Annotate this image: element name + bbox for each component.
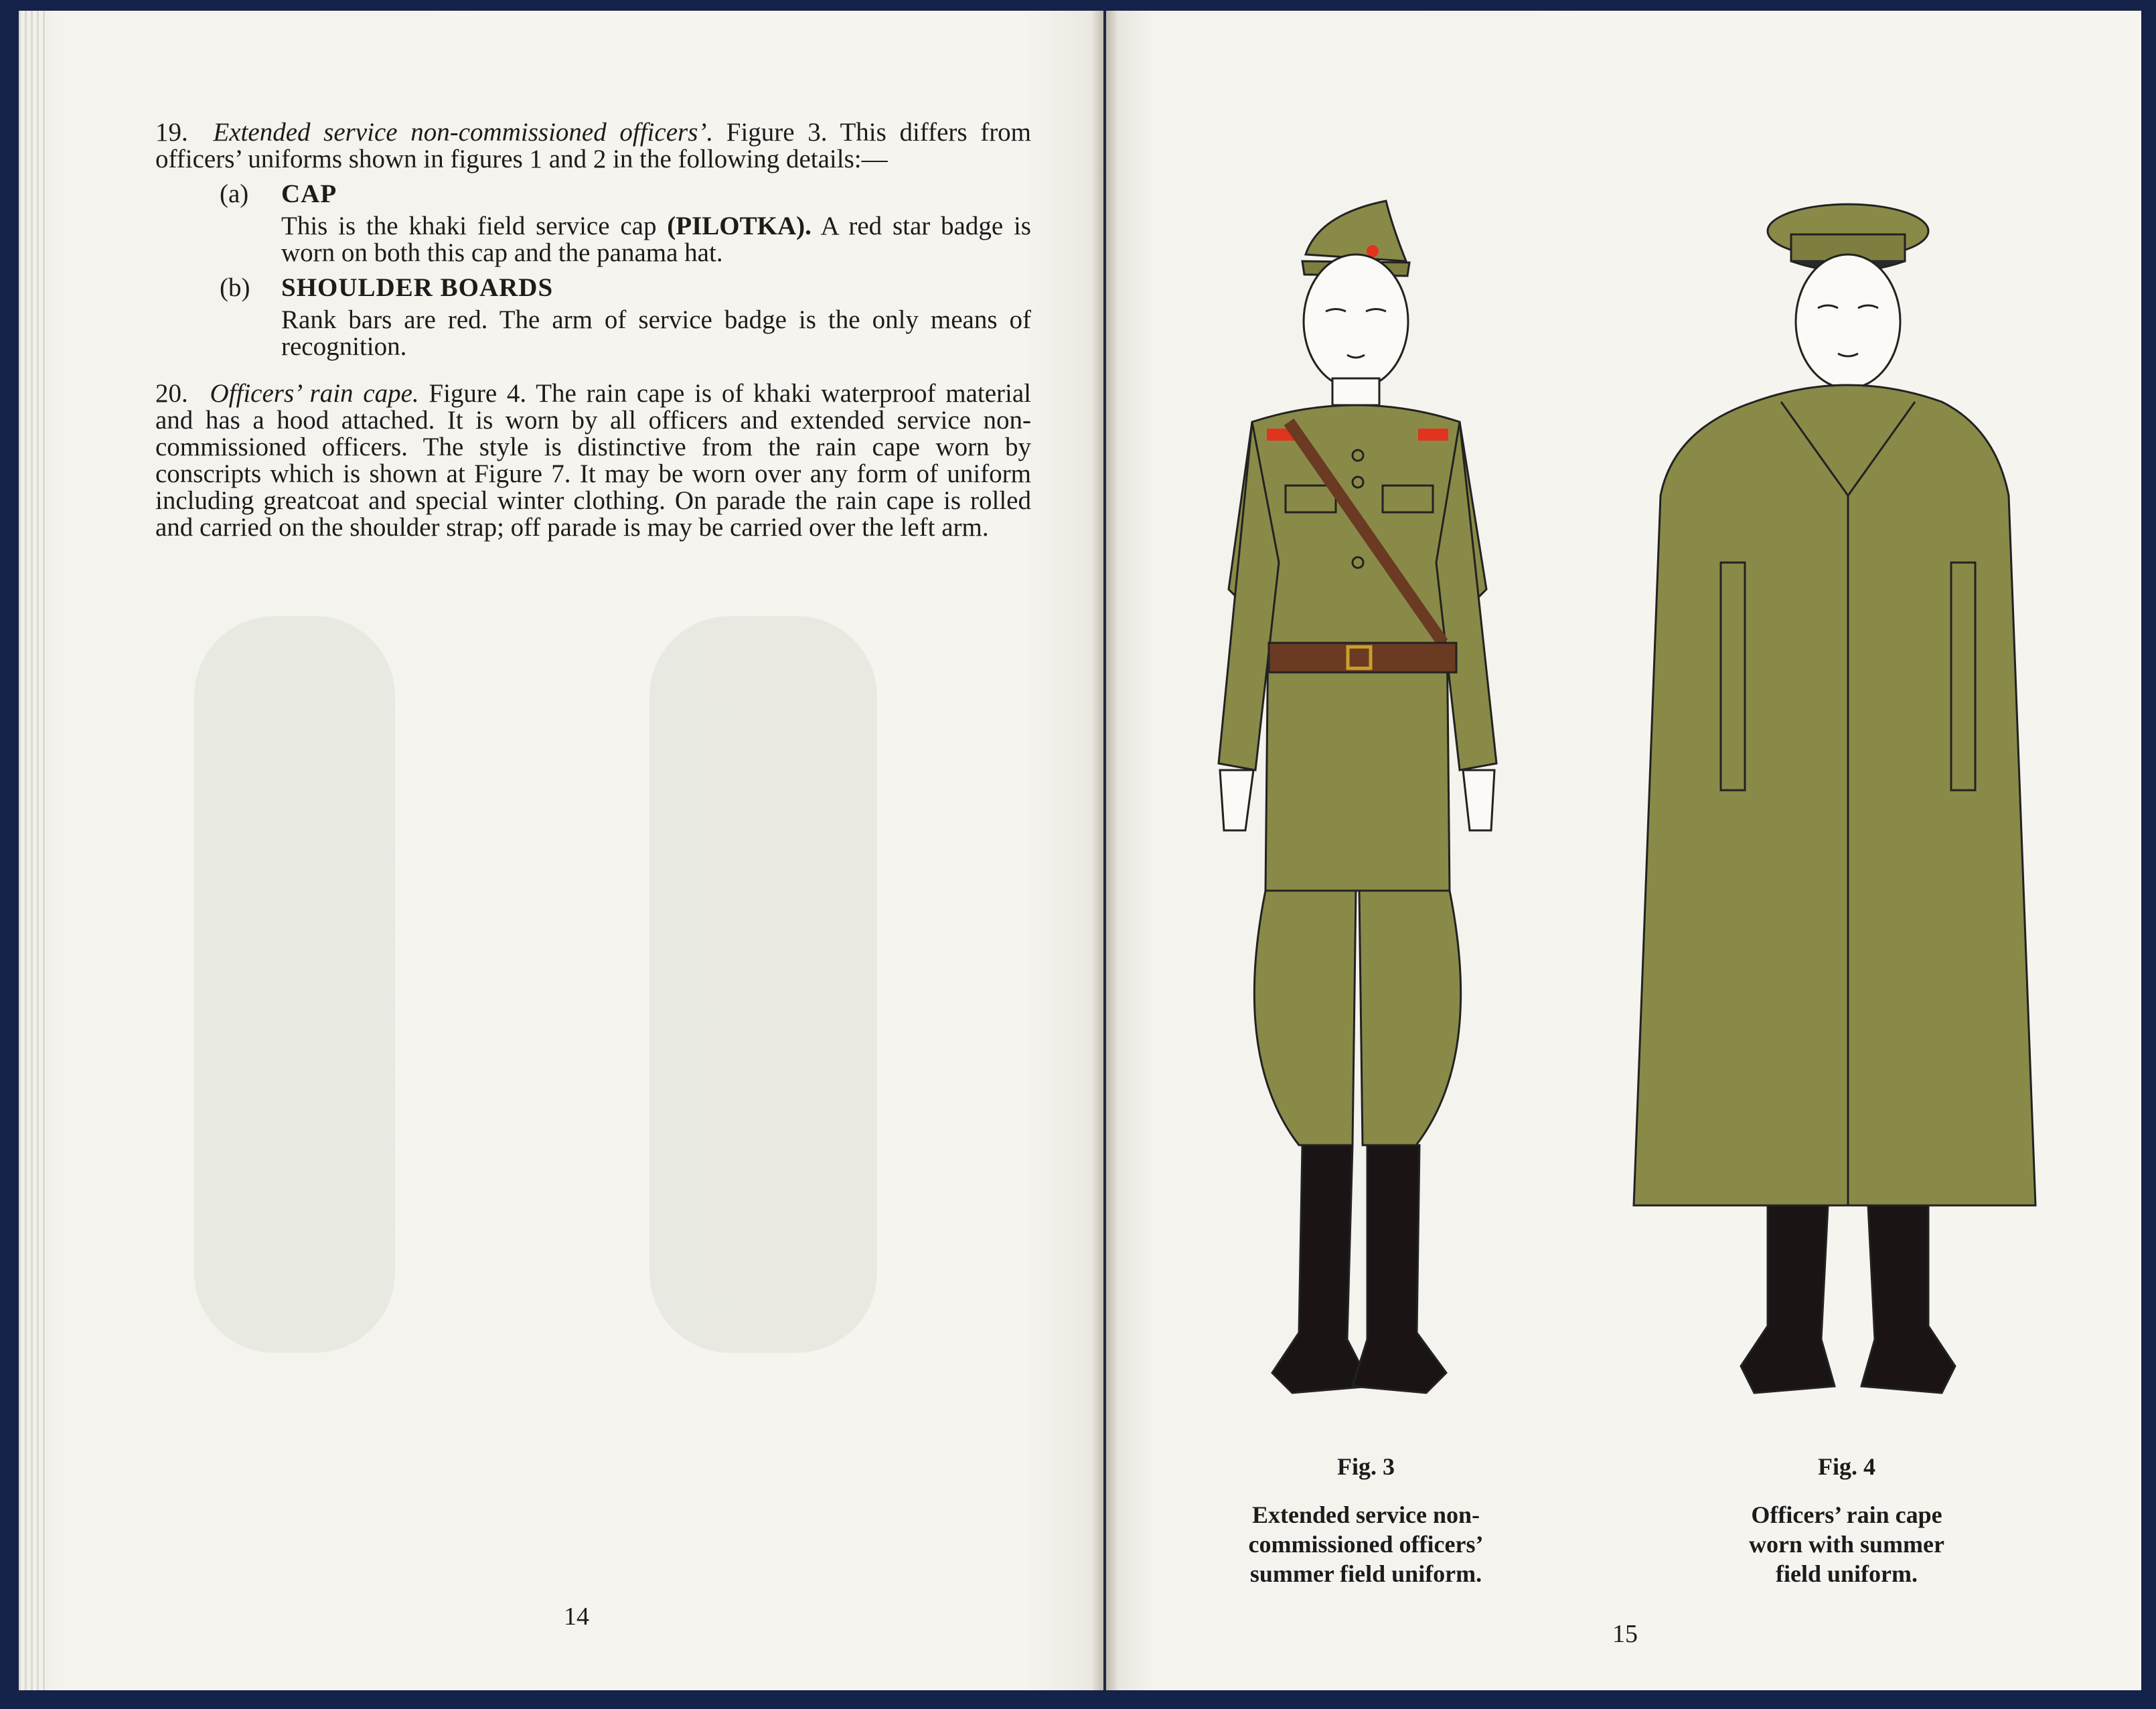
paragraph-title: Officers’ rain cape. <box>210 379 419 408</box>
item-a <box>220 181 1031 267</box>
item-body <box>281 213 1031 267</box>
paragraph-20 <box>155 380 1031 541</box>
page-edges <box>19 11 48 1690</box>
figure-3-caption <box>1219 1452 1513 1588</box>
paragraph-19 <box>155 119 1031 173</box>
paragraph-number: 19. <box>155 118 188 147</box>
caption-line: field uniform. <box>1776 1560 1918 1587</box>
caption-line: summer field uniform. <box>1249 1560 1482 1587</box>
item-body-bold: (PILOTKA). <box>667 212 812 240</box>
figure-3-label: Fig. 3 <box>1337 1453 1395 1480</box>
caption-line: Officers’ rain cape <box>1751 1501 1942 1528</box>
page-number-right: 15 <box>1612 1620 1638 1648</box>
show-through-figures <box>154 589 1024 1426</box>
paragraph-body: Figure 3. This differs from officers’ uniforms shown in figures 1 and 2 in the following details:— <box>155 118 1032 173</box>
item-heading: CAP <box>281 179 337 208</box>
paragraph-number: 20. <box>155 379 188 408</box>
caption-line: Extended service non- <box>1252 1501 1480 1528</box>
figure-3-illustration <box>1192 188 1527 1433</box>
book-gutter <box>1091 11 1118 1690</box>
figure-4-label: Fig. 4 <box>1818 1453 1875 1480</box>
item-body: Rank bars are red. The arm of service badge is the only means of recognition. <box>281 305 1031 361</box>
item-body-text: This is the khaki field service cap <box>281 212 668 240</box>
caption-line: commissioned officers’ <box>1248 1531 1484 1558</box>
paragraph-body: Figure 4. The rain cape is of khaki waterproof material and has a hood attached. It is worn by all officers and extended service non-commissioned officers. The style is distinctive from the rain cape worn by conscripts which is shown at Figure 7. It may be worn over any form of uniform including greatcoat and special winter clothing. On parade the rain cape is rolled and carried on the shoulder strap; off parade is may be carried over the left arm. <box>155 379 1031 542</box>
item-body-text-post: A red star badge is worn on both this cap and the panama hat. <box>281 212 1031 267</box>
left-page-text <box>155 119 1031 541</box>
page-number-left: 14 <box>564 1603 589 1631</box>
caption-line: worn with summer <box>1749 1531 1944 1558</box>
figure-4-caption <box>1706 1452 1987 1588</box>
paragraph-title: Extended service non-commissioned officers’. <box>213 118 714 147</box>
item-heading: SHOULDER BOARDS <box>281 273 554 302</box>
figure-4-illustration <box>1620 188 2076 1433</box>
item-letter: (a) <box>220 179 249 208</box>
item-b <box>220 275 1031 360</box>
item-letter: (b) <box>220 273 250 302</box>
